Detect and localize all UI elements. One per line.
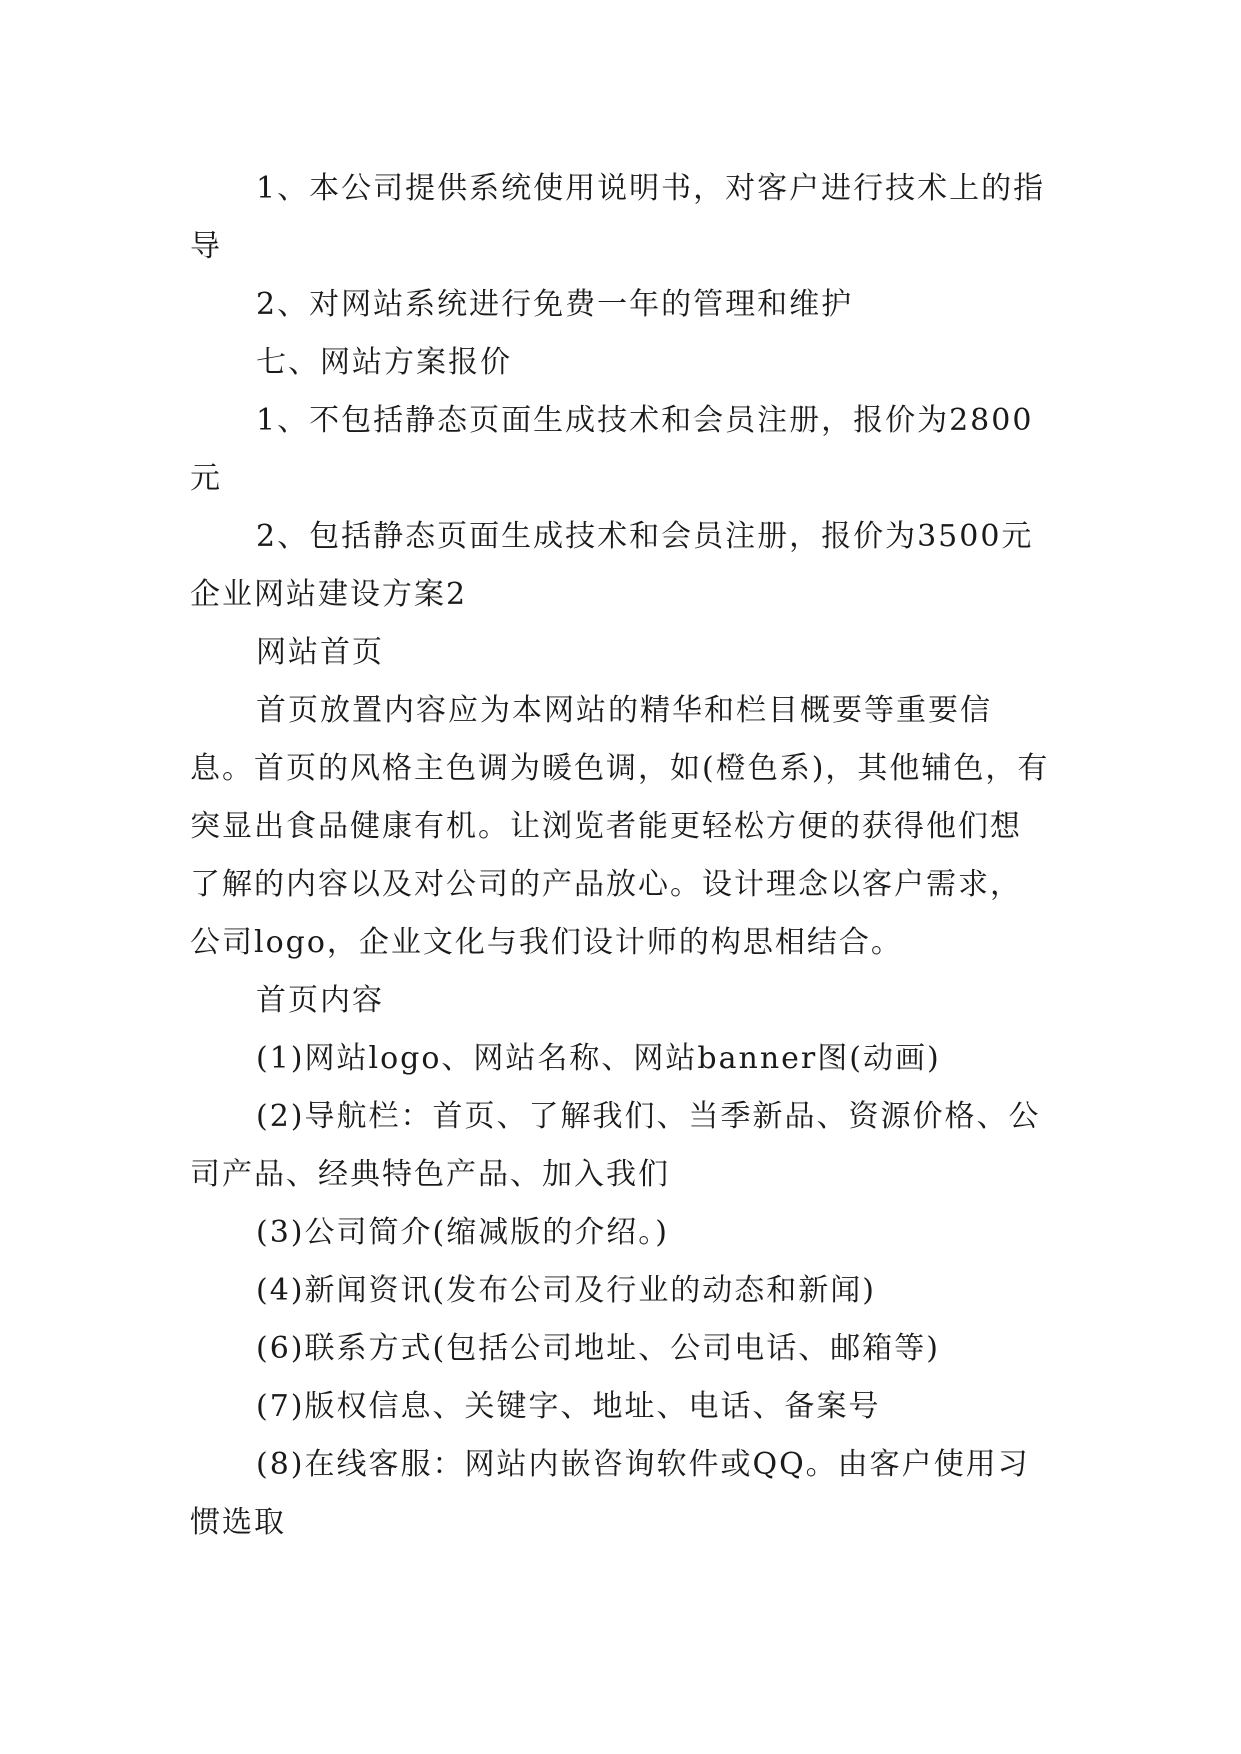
section-heading-homepage: 网站首页 <box>256 635 384 670</box>
paragraph-homepage-description: 首页放置内容应为本网站的精华和栏目概要等重要信息。首页的风格主色调为暖色调，如(橙色系)，其他辅色，有突显出食品健康有机。让浏览者能更轻松方便的获得他们想了解的内容以及对公司的产品放心。设计理念以客户需求，公司logo，企业文化与我们设计师的构思相结合。 <box>190 693 1050 960</box>
list-item-company-intro: (3)公司简介(缩减版的介绍。) <box>256 1215 669 1250</box>
list-item-navigation: (2)导航栏：首页、了解我们、当季新品、资源价格、公司产品、经典特色产品、加入我们 <box>190 1099 1041 1192</box>
paragraph-price-full: 2、包括静态页面生成技术和会员注册，报价为3500元 <box>256 519 1034 554</box>
paragraph-maintenance: 2、对网站系统进行免费一年的管理和维护 <box>256 287 854 322</box>
document-title-plan-2: 企业网站建设方案2 <box>190 577 468 612</box>
paragraph-guide: 1、本公司提供系统使用说明书，对客户进行技术上的指导 <box>190 171 1046 264</box>
list-item-copyright: (7)版权信息、关键字、地址、电话、备案号 <box>256 1389 881 1424</box>
list-item-online-service: (8)在线客服：网站内嵌咨询软件或QQ。由客户使用习惯选取 <box>190 1447 1030 1540</box>
list-item-news: (4)新闻资讯(发布公司及行业的动态和新闻) <box>256 1273 876 1308</box>
document-body <box>190 160 1050 1552</box>
paragraph-price-basic: 1、不包括静态页面生成技术和会员注册，报价为2800元 <box>190 403 1034 496</box>
section-heading-homepage-content: 首页内容 <box>256 983 384 1018</box>
list-item-contact: (6)联系方式(包括公司地址、公司电话、邮箱等) <box>256 1331 940 1366</box>
list-item-logo-banner: (1)网站logo、网站名称、网站banner图(动画) <box>256 1041 941 1076</box>
section-heading-pricing: 七、网站方案报价 <box>256 345 512 380</box>
